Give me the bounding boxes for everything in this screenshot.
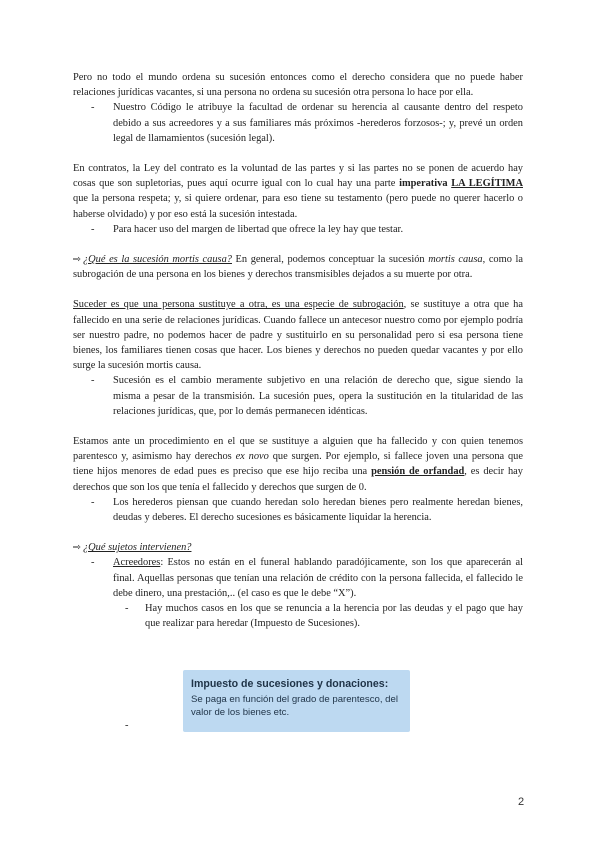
bullet-text: Sucesión es el cambio meramente subjetivo en una relación de derecho que, sigue siendo la misma a pesar de la transmisión. La sucesión pues, opera la sustitución en la titularidad de las relaciones jurídicas, que, por lo demás permanecen idénticas. (113, 375, 523, 417)
tax-info-image (183, 670, 410, 732)
page-number: 2 (518, 796, 525, 808)
bullet-testar (73, 222, 523, 237)
section-sujetos (73, 540, 523, 555)
bullet-text: Para hacer uso del margen de libertad que ofrece la ley hay que testar. (113, 223, 404, 235)
text-span: En contratos, la Ley del contrato es la voluntad de las partes y si las partes no se ponen de acuerdo hay cosas que son supletorias, pues aquí ocurre igual con lo cual hay una parte (73, 163, 523, 190)
dash-marker: - (91, 102, 95, 114)
tax-box-title: Impuesto de sucesiones y donaciones: (191, 678, 389, 690)
text-span: En general, podemos conceptuar la sucesión (231, 254, 429, 266)
section-mortis-causa (73, 252, 523, 282)
acreedores-label: Acreedores (113, 557, 161, 569)
section-question: ¿Qué es la sucesión mortis causa? (82, 254, 232, 266)
text-span: , se sustituye a otra que ha fallecido en una serie de relaciones jurídicas. Cuando fallece un antecesor nuestro como por ejemplo podría ser nuestro padre, no podemos hacer de padre y sustituirlo en su personalidad pero si esa persona tiene bienes, los familiares tienen cosas que hacer. Los bienes y derechos no pueden quedar vacantes y por ello surge la sucesión mortis causa. (73, 299, 523, 372)
paragraph-contratos (73, 161, 523, 222)
dash-marker: - (91, 557, 95, 569)
bullet-acreedores (73, 555, 523, 601)
bold-pension: pensión de orfandad (371, 466, 465, 478)
bullet-text (113, 557, 523, 598)
bullet-sucesion (73, 373, 523, 419)
underlined-definition: Suceder es que una persona sustituye a otra, es una especie de subrogación (73, 299, 404, 311)
subbullet-renuncia (73, 601, 523, 631)
dash-marker: - (125, 603, 129, 615)
italic-span: ex novo (235, 451, 269, 463)
bullet-text: Nuestro Código le atribuye la facultad de ordenar su herencia al causante dentro del respeto debido a sus acreedores y a sus familiares más próximos -herederos forzosos-; y, prevé un orden legal de llamamientos (sucesión legal). (113, 102, 523, 144)
text-span: , como la subrogación de una persona en los bienes y derechos transmisibles dejados a su muerte por otra. (73, 254, 523, 281)
italic-span: mortis causa (428, 254, 483, 266)
dash-marker: - (91, 223, 95, 235)
bullet-text: Hay muchos casos en los que se renuncia a la herencia por las deudas y el pago que hay que realizar para heredar (Impuesto de Sucesiones). (145, 603, 523, 630)
empty-bullet-dash: - (125, 720, 129, 731)
bullet-codigo (73, 100, 523, 146)
paragraph-suceder (73, 297, 523, 373)
bullet-herederos (73, 495, 523, 525)
arrow-icon: ⇨ (73, 542, 81, 554)
paragraph-intro: Pero no todo el mundo ordena su sucesión entonces como el derecho considera que no puede haber relaciones jurídicas vacantes, si una persona no ordena su sucesión otra persona lo hace por ella. (73, 72, 523, 99)
text-span: que surgen. Por ejemplo, si fallece joven una persona que tiene hijos menores de edad pues es preciso que ese hijo reciba una (73, 451, 523, 478)
tax-box-text: Se paga en función del grado de parentesco, del valor de los bienes etc. (191, 694, 398, 718)
dash-marker: - (91, 496, 95, 508)
text-span: Estamos ante un procedimiento en el que se sustituye a alguien que ha fallecido y con quien tenemos parentesco y, asimismo hay derechos (73, 436, 523, 463)
document-body (73, 70, 523, 632)
bullet-text: Los herederos piensan que cuando heredan solo heredan bienes pero realmente heredan bienes, deudas y deberes. El derecho sucesiones es básicamente liquidar la herencia. (113, 496, 523, 524)
bold-legitima: LA LEGÍTIMA (451, 178, 523, 190)
bold-imperativa: imperativa (399, 178, 448, 190)
text-span: , es decir hay derechos que son los que tenía el fallecido y derechos que surgen de 0. (73, 466, 523, 493)
arrow-icon: ⇨ (73, 254, 81, 266)
text-span: que la persona respeta; y, si quiere ordenar, para eso tiene su testamento (pero puede no querer hacerlo o haberse olvidado) y por eso está la sucesión intestada. (73, 193, 523, 220)
text-span: : Estos no están en el funeral hablando paradójicamente, son los que aparecerán al final. Aquellas personas que tenían una relación de crédito con la persona fallecida, el fallecido le debe dinero, una prestación,.. (el caso es que le debe “X”). (113, 557, 523, 599)
dash-marker: - (91, 375, 95, 387)
section-question: ¿Qué sujetos intervienen? (82, 542, 192, 554)
paragraph-procedimiento (73, 434, 523, 495)
